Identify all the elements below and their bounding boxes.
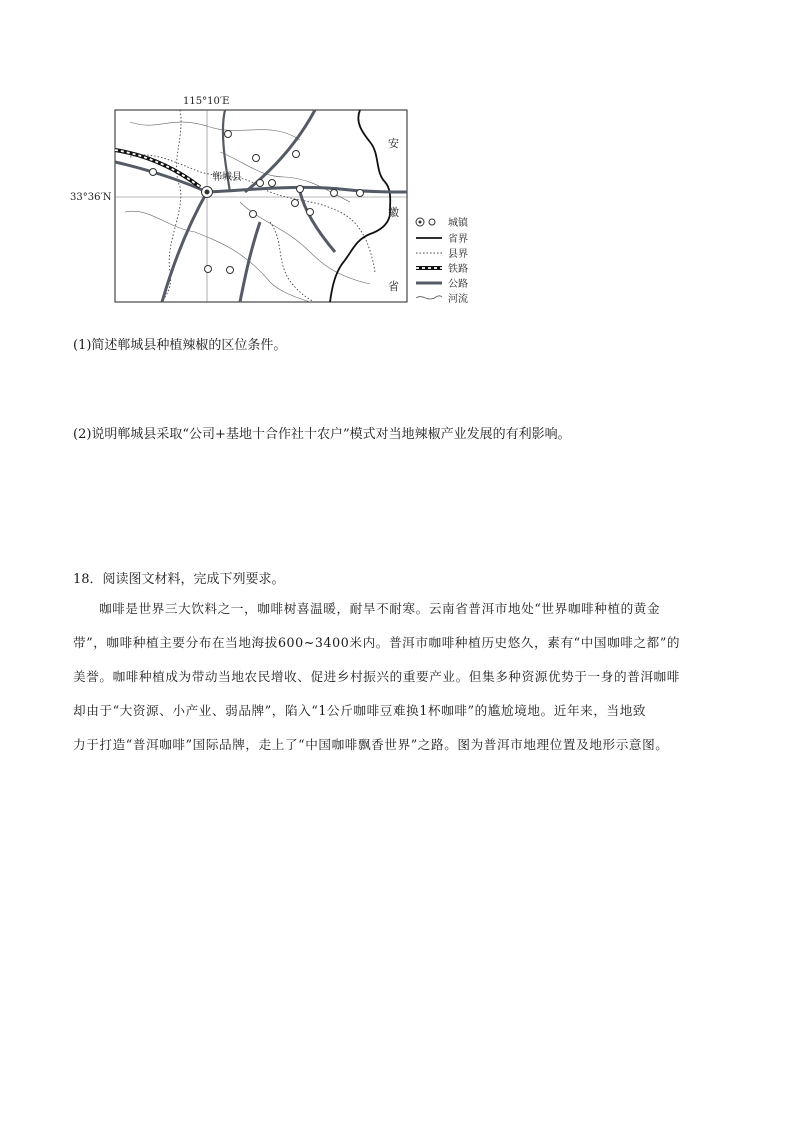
river-2 — [125, 211, 310, 302]
paragraph-line-3: 美誉。咖啡种植成为带动当地农民增收、促进乡村振兴的重要产业。但集多种资源优势于一身的普洱咖啡 — [73, 669, 680, 684]
paragraph-line-4: 却由于“大资源、小产业、弱品牌”，陷入“1公斤咖啡豆难换1杯咖啡”的尴尬境地。近年来，当地致 — [73, 703, 647, 718]
county-seat-dot — [205, 190, 209, 194]
town-marker — [150, 169, 157, 176]
legend-label-river: 河流 — [448, 294, 468, 305]
paragraph-line-5: 力于打造“普洱咖啡”国际品牌，走上了“中国咖啡飘香世界”之路。图为普洱市地理位置及地形示意图。 — [73, 737, 669, 752]
county-border-3 — [270, 222, 315, 302]
road-north — [245, 110, 315, 192]
longitude-label: 115°10′E — [183, 96, 230, 107]
province-char-2: 徽 — [388, 206, 399, 219]
location-map — [70, 92, 490, 308]
town-marker — [292, 200, 299, 207]
road-south — [162, 192, 207, 302]
town-marker — [225, 131, 232, 138]
road-east — [207, 187, 407, 192]
town-marker — [269, 180, 276, 187]
river-1 — [130, 122, 300, 140]
question-1: (1)简述郸城县种植辣椒的区位条件。 — [73, 338, 287, 353]
town-marker — [253, 155, 260, 162]
map-figure — [70, 92, 490, 308]
town-marker — [297, 186, 304, 193]
map-legend — [416, 216, 469, 305]
town-marker — [250, 211, 257, 218]
railway-line — [115, 150, 200, 187]
map-frame — [115, 110, 407, 302]
legend-label-county-border: 县界 — [448, 249, 468, 260]
legend-label-province-border: 省界 — [448, 234, 468, 245]
paragraph-line-2: 带”，咖啡种植主要分布在当地海拔600~3400米内。普洱市咖啡种植历史悠久，素有“中国咖啡之都”的 — [73, 635, 681, 650]
legend-river-icon — [416, 296, 442, 299]
town-markers — [150, 131, 364, 274]
paragraph-line-1: 咖啡是世界三大饮料之一，咖啡树喜温暖，耐旱不耐寒。云南省普洱市地处“世界咖啡种植的黄金 — [99, 601, 661, 616]
town-marker — [205, 266, 212, 273]
legend-label-town: 城镇 — [448, 218, 468, 229]
town-marker — [357, 190, 364, 197]
road-west — [115, 162, 207, 192]
legend-county-seat-dot — [419, 221, 422, 224]
town-marker — [307, 209, 314, 216]
province-char-1: 安 — [388, 137, 399, 150]
river-3 — [240, 202, 370, 284]
railway-line-inner — [115, 150, 200, 187]
legend-label-railway: 铁路 — [448, 264, 468, 275]
question-2: (2)说明郸城县采取“公司+基地十合作社十农户”模式对当地辣椒产业发展的有利影响。 — [73, 427, 571, 442]
town-marker — [331, 190, 338, 197]
county-name-label: 郸城县 — [212, 172, 242, 183]
town-marker — [257, 180, 264, 187]
province-char-3: 省 — [388, 280, 399, 293]
legend-label-road: 公路 — [448, 279, 468, 290]
legend-town-icon — [429, 219, 435, 225]
section-18-heading: 18．阅读图文材料，完成下列要求。 — [73, 572, 285, 587]
road-south-2 — [240, 222, 260, 302]
town-marker — [227, 267, 234, 274]
town-marker — [293, 151, 300, 158]
latitude-label: 33°36′N — [70, 192, 112, 203]
